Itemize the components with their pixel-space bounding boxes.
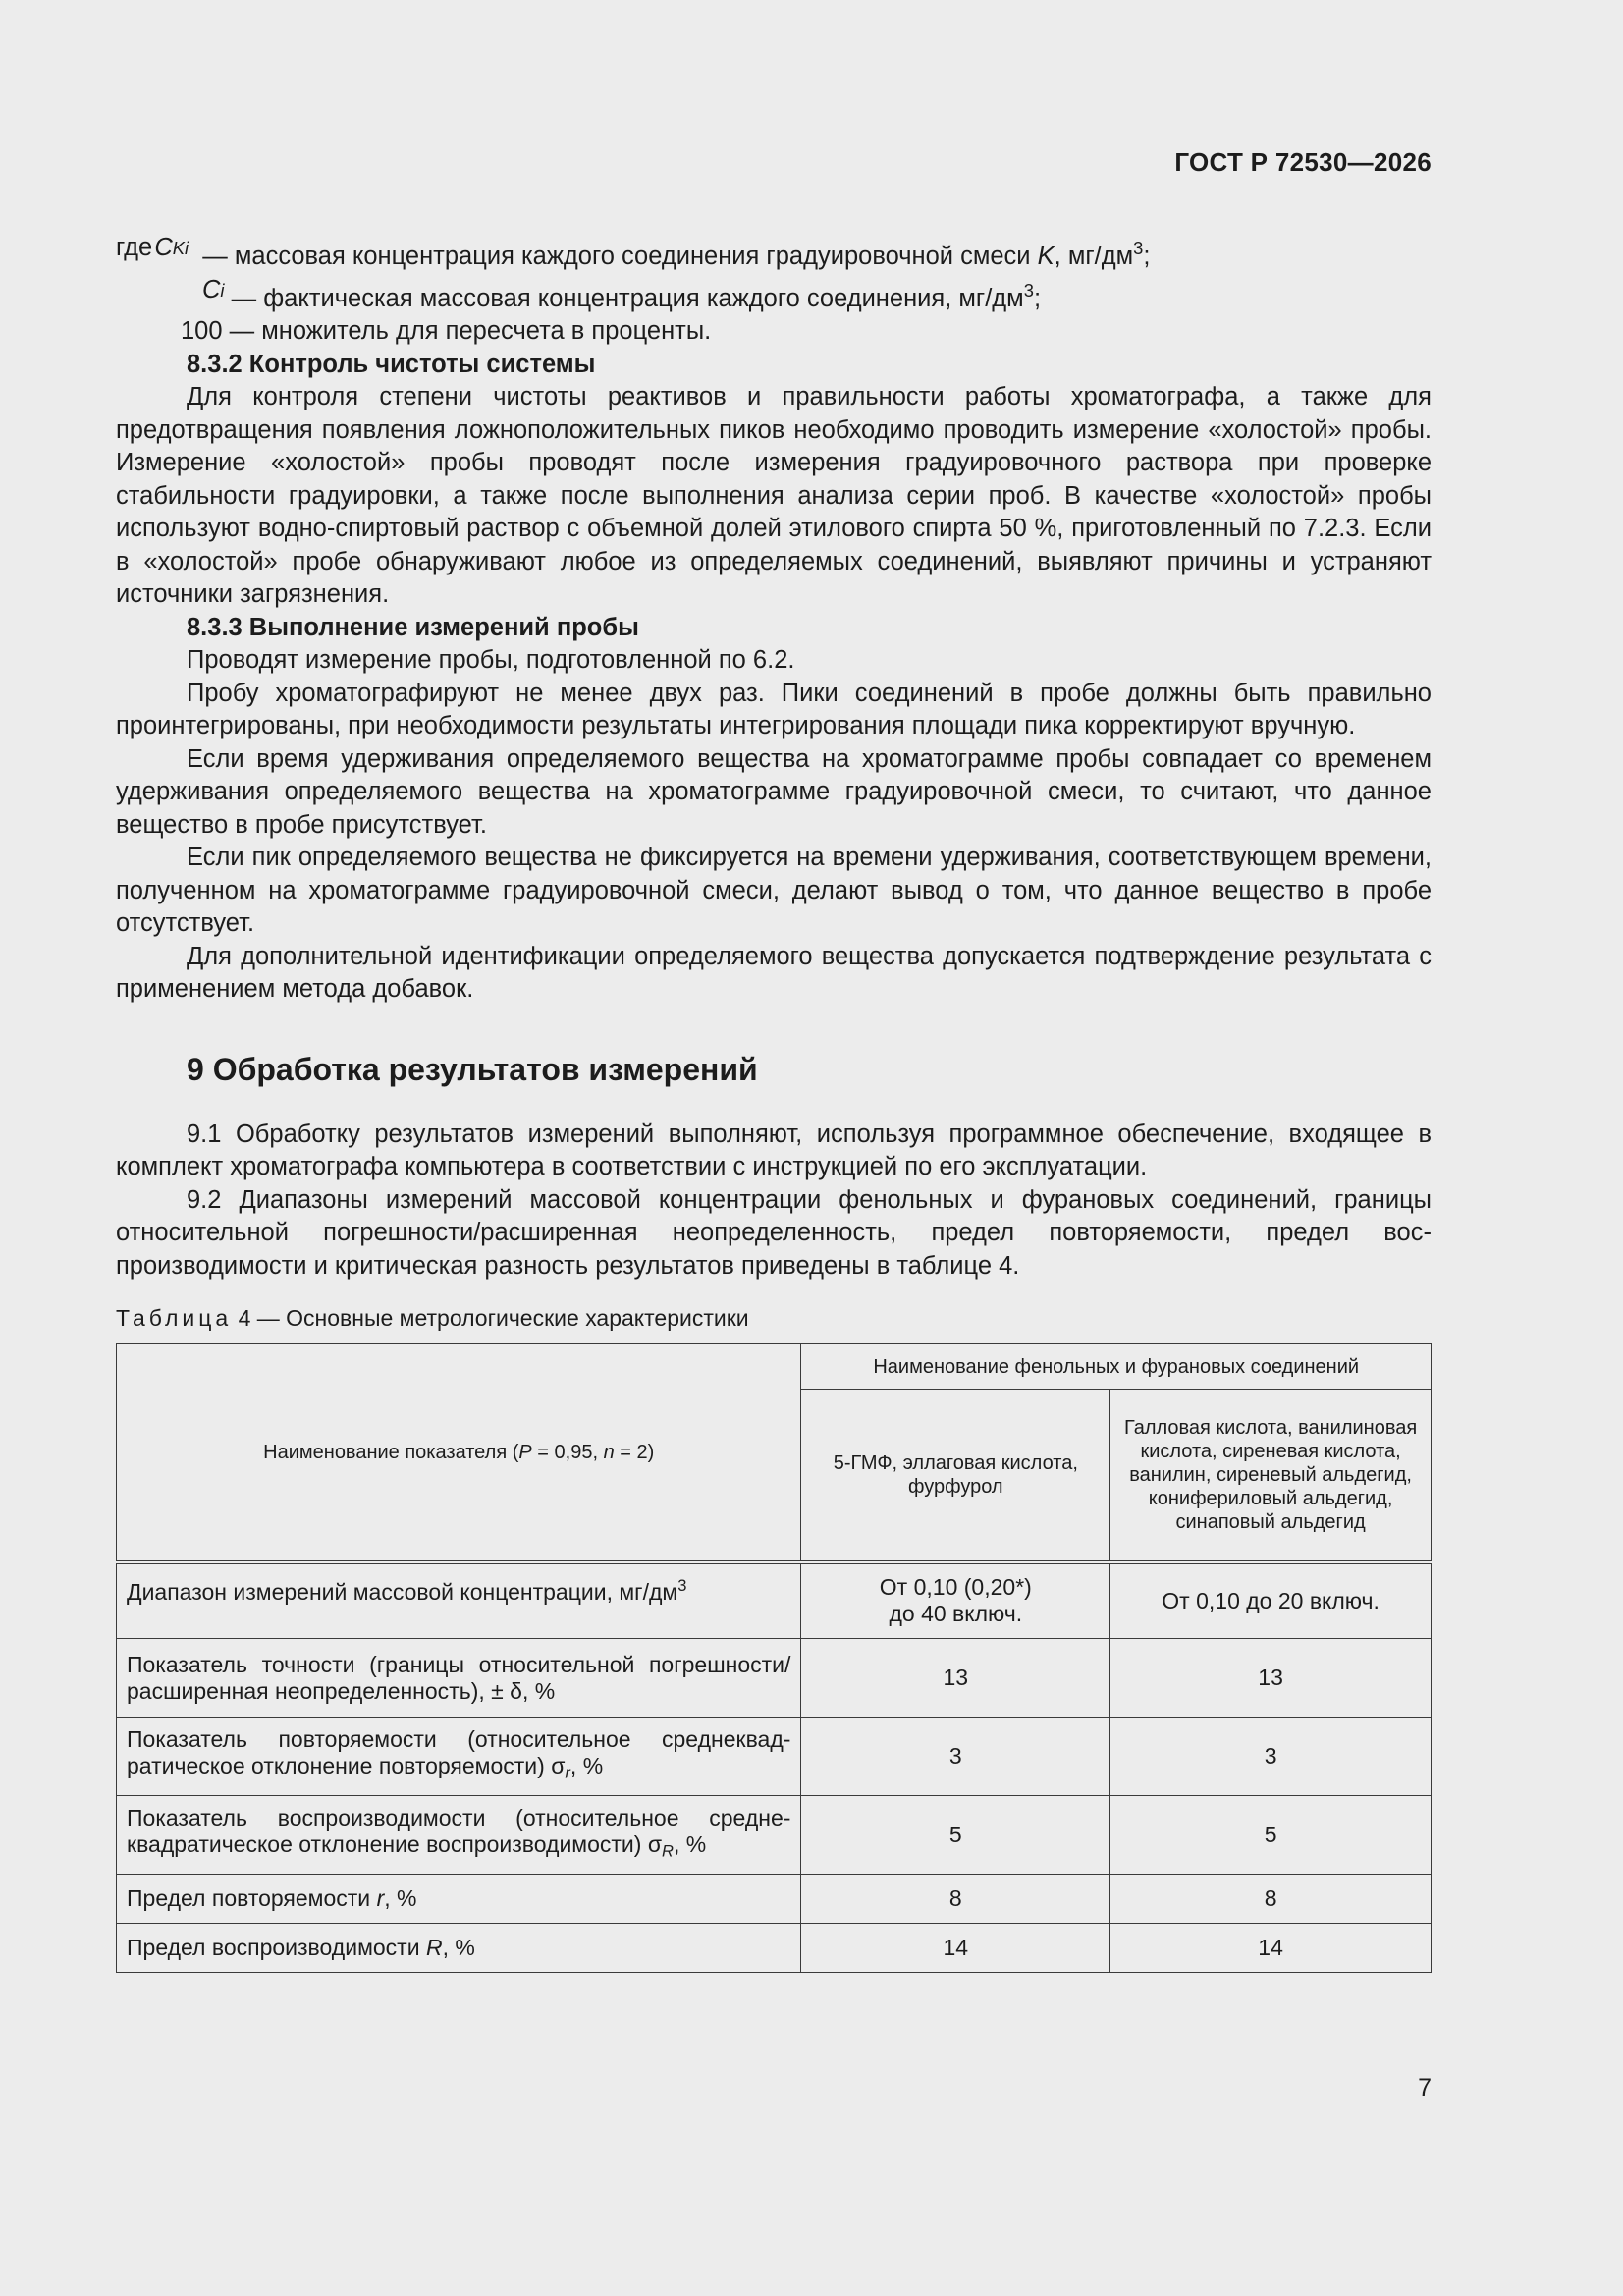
table-cell-value: 3 <box>1110 1718 1432 1796</box>
definition-ci <box>116 274 1432 316</box>
table-row <box>117 1639 1432 1718</box>
subsection-8-3-3-title: 8.3.3 Выполнение измерений пробы <box>187 613 639 641</box>
table-cell-value: 14 <box>1110 1924 1432 1973</box>
paragraph: Для контроля степени чистоты реактивов и правильности работы хроматографа, а также для предотвращения появления ложноположительных пиков необходимо проводить измерение «холостой» пробы. Измерение «холостой» пробы проводят после измерения градуировочного раствора при проверке стабильности градуировки, а также после выполнения анализа серии проб. В качестве «холостой» пробы используют водно-спиртовый раствор с объемной долей этилового спирта 50 %, приготовленный по 7.2.3. Если в «холостой» пробе обнаруживают любое из определяемых соединений, выявляют причины и устраняют источники загрязнения. <box>116 383 1432 609</box>
table-caption <box>116 1304 1432 1332</box>
table-caption-label: Таблица <box>116 1305 233 1332</box>
definition-subscript: i <box>220 279 225 301</box>
table-cell-label: Показатель воспроизводимости (относительное среднеквадратическое отклонение воспроизводимости) $\sigma_R$, % <box>117 1796 801 1875</box>
definition-symbol: C <box>154 234 173 261</box>
table-header-indicator: Наименование показателя (P = 0,95, n = 2) <box>117 1344 801 1562</box>
table-cell-value: 14 <box>801 1924 1110 1973</box>
table-cell-label: Показатель повторяемости (относительное среднеквадратическое отклонение повторяемости) $\sigma_r$, % <box>117 1718 801 1796</box>
definition-symbol: 100 <box>181 317 223 346</box>
table-row <box>117 1562 1432 1639</box>
definition-100 <box>116 315 1432 349</box>
definition-text: — фактическая массовая концентрация каждого соединения, $мг/дм^3$; <box>231 279 1042 312</box>
table-row <box>117 1924 1432 1973</box>
table-row <box>117 1875 1432 1924</box>
definition-text: — множитель для пересчета в проценты. <box>229 317 712 346</box>
table-cell-value: От 0,10 до 20 включ. <box>1110 1562 1432 1639</box>
table-cell-label: Предел повторяемости r, % <box>117 1875 801 1924</box>
table-cell-value: 13 <box>801 1639 1110 1718</box>
paragraph: 9.2 Диапазоны измерений массовой концентрации фенольных и фурановых соединений, границы относительной погрешности/расширенная неопределенность, предел повторяемости, предел воспроизводимости и критическая разность результатов приведены в таблице 4. <box>116 1185 1432 1280</box>
table-cell-value: 8 <box>1110 1875 1432 1924</box>
table-header-group: Наименование фенольных и фурановых соединений <box>801 1344 1432 1390</box>
definition-symbol: C <box>202 275 221 303</box>
page-number: 7 <box>1418 2074 1432 2102</box>
table-cell-label: Диапазон измерений массовой концентрации, $мг/дм^3$ <box>117 1562 801 1639</box>
table-header-col1: 5-ГМФ, эллаговая кислота, фурфурол <box>801 1390 1110 1562</box>
page-header: ГОСТ Р 72530—2026 <box>1174 147 1432 177</box>
table-header-col2: Галловая кислота, ванилиновая кислота, сиреневая кислота, ванилин, сиреневый альдегид, конифериловый альдегид, синаповый альдегид <box>1110 1390 1432 1562</box>
table-caption-text: 4 — Основные метрологические характеристики <box>232 1305 749 1332</box>
definition-text: — массовая концентрация каждого соединения градуировочной смеси K, $мг/дм^3$; <box>202 238 1151 271</box>
page-content <box>116 232 1432 1973</box>
paragraph: Если время удерживания определяемого вещества на хроматограмме пробы совпадает со временем удерживания определяемого вещества на хроматограмме градуировочной смеси, то считают, что данное вещество в пробе присутствует. <box>116 744 1432 839</box>
paragraph: Для дополнительной идентификации определяемого вещества допускается подтверждение результата с применением метода добавок. <box>116 942 1432 1004</box>
table-row <box>117 1718 1432 1796</box>
table-cell-value: 3 <box>801 1718 1110 1796</box>
table-cell-value: 5 <box>801 1796 1110 1875</box>
metrology-table <box>116 1343 1432 1973</box>
definition-subscript: Ki <box>172 238 189 258</box>
table-row <box>117 1796 1432 1875</box>
table-cell-label: Показатель точности (границы относительной погрешности/расширенная неопределенность), ± δ, % <box>117 1639 801 1718</box>
definition-cki <box>116 232 1432 274</box>
paragraph: Пробу хроматографируют не менее двух раз. Пики соединений в пробе должны быть правильно проинтегрированы, при необходимости результаты интегрирования площади пика корректируют вручную. <box>116 679 1432 740</box>
paragraph: Если пик определяемого вещества не фиксируется на времени удерживания, соответствующем времени, полученном на хроматограмме градуировочной смеси, делают вывод о том, что данное вещество в пробе отсутствует. <box>116 844 1432 938</box>
paragraph: Проводят измерение пробы, подготовленной по 6.2. <box>187 646 795 675</box>
table-cell-value: От 0,10 (0,20*) до 40 включ. <box>801 1562 1110 1639</box>
paragraph: 9.1 Обработку результатов измерений выполняют, используя программное обеспечение, входящее в комплект хроматографа компьютера в соответствии с инструкцией по его эксплуатации. <box>116 1120 1432 1181</box>
table-cell-value: 8 <box>801 1875 1110 1924</box>
table-cell-value: 5 <box>1110 1796 1432 1875</box>
definition-prefix: где <box>116 234 153 261</box>
table-cell-label: Предел воспроизводимости R, % <box>117 1924 801 1973</box>
subsection-8-3-2-title: 8.3.2 Контроль чистоты системы <box>187 350 596 378</box>
table-cell-value: 13 <box>1110 1639 1432 1718</box>
section-9-title: 9 Обработка результатов измерений <box>187 1051 758 1087</box>
